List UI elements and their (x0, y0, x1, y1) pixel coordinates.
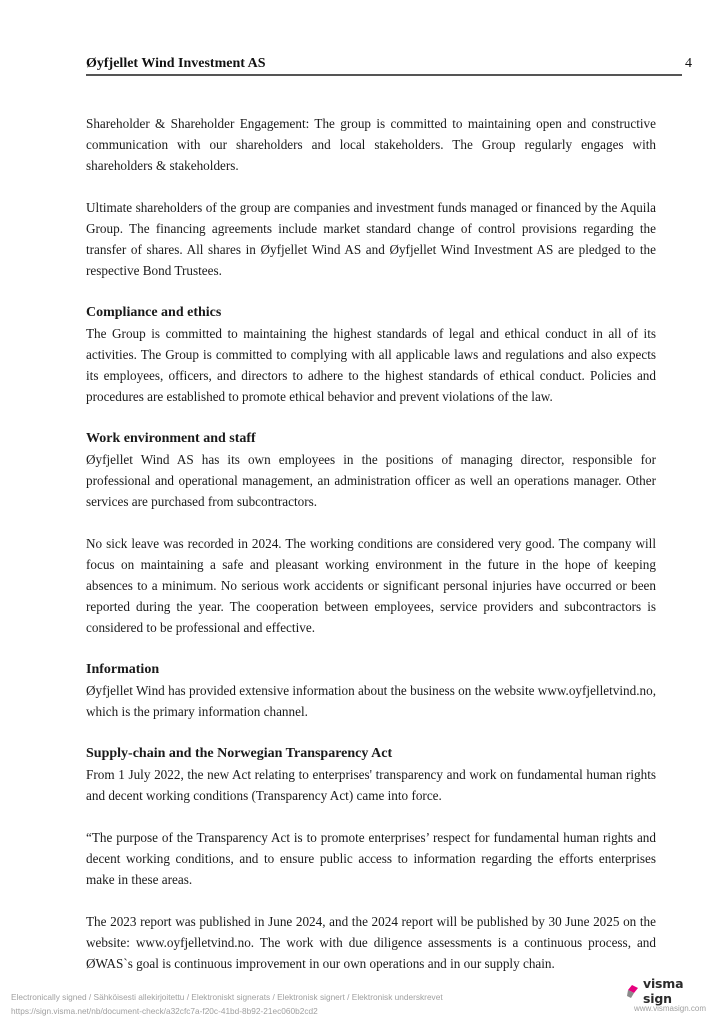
paragraph: Øyfjellet Wind AS has its own employees in the positions of managing director, responsible for professional and operational management, an administration officer as well an operations manager. Other services are purchased from subcontractors. (86, 452, 656, 509)
visma-sign-logo (626, 976, 716, 1018)
paragraph: No sick leave was recorded in 2024. The working conditions are considered very good. The company will focus on maintaining a safe and pleasant working environment in the future in the hope of keeping absences to a minimum. No serious work accidents or significant personal injuries have occurred or been reported during the year. The cooperation between employees, service providers and subcontractors is considered to be professional and effective. (86, 536, 656, 635)
paragraph: The 2023 report was published in June 2024, and the 2024 report will be published by 30 June 2025 on the website: www.oyfjelletvind.no. The work with due diligence assessments is a continuous process, and ØWAS`s goal is continuous improvement in our own operations and in our supply chain. (86, 914, 656, 971)
section-heading: Work environment and staff (86, 431, 256, 446)
page-header (86, 56, 692, 76)
paragraph: From 1 July 2022, the new Act relating to enterprises' transparency and work on fundamental human rights and decent working conditions (Transparency Act) came into force. (86, 767, 656, 803)
document-body (86, 113, 656, 995)
section-compliance (86, 302, 656, 407)
brand-row (626, 976, 716, 1006)
document-check-link[interactable]: https://sign.visma.net/nb/document-check/a32cfc7a-f20c-41bd-8b92-21ec060b2cd2 (11, 1006, 318, 1016)
company-title: Øyfjellet Wind Investment AS (86, 56, 266, 71)
signed-notice: Electronically signed / Sähköisesti allekirjoitettu / Elektroniskt signerats / Elektronisk signert / Elektronisk underskrevet (11, 992, 443, 1002)
paragraph-shareholder-engagement: Shareholder & Shareholder Engagement: The group is committed to maintaining open and constructive communication with our shareholders and local stakeholders. The Group regularly engages with shareholders & stakeholders. (86, 116, 656, 173)
section-transparency-act (86, 743, 656, 974)
section-information (86, 659, 656, 722)
section-heading: Supply-chain and the Norwegian Transparency Act (86, 746, 393, 761)
brand-name: visma sign (643, 976, 684, 1006)
visma-sign-pen-icon (626, 984, 639, 999)
signature-footer (11, 990, 443, 1018)
paragraph: Øyfjellet Wind has provided extensive information about the business on the website www.oyfjelletvind.no, which is the primary information channel. (86, 683, 656, 719)
paragraph-ultimate-shareholders: Ultimate shareholders of the group are companies and investment funds managed or financed by the Aquila Group. The financing agreements include market standard change of control provisions regarding the transfer of shares. All shares in Øyfjellet Wind AS and Øyfjellet Wind Investment AS are pledged to the respective Bond Trustees. (86, 200, 656, 278)
paragraph: The Group is committed to maintaining the highest standards of legal and ethical conduct in all of its activities. The Group is committed to complying with all applicable laws and regulations and also expects its employees, officers, and directors to adhere to the highest standards of ethical conduct. Policies and procedures are established to promote ethical behavior and prevent violations of the law. (86, 326, 656, 404)
page-number: 4 (685, 56, 692, 71)
section-work-environment (86, 428, 656, 638)
section-heading: Compliance and ethics (86, 305, 222, 320)
brand-url[interactable]: www.vismasign.com (634, 1004, 707, 1013)
section-heading: Information (86, 662, 160, 677)
paragraph: “The purpose of the Transparency Act is to promote enterprises’ respect for fundamental human rights and decent working conditions, and to ensure public access to information regarding the efforts enterprises make in these areas. (86, 830, 656, 887)
